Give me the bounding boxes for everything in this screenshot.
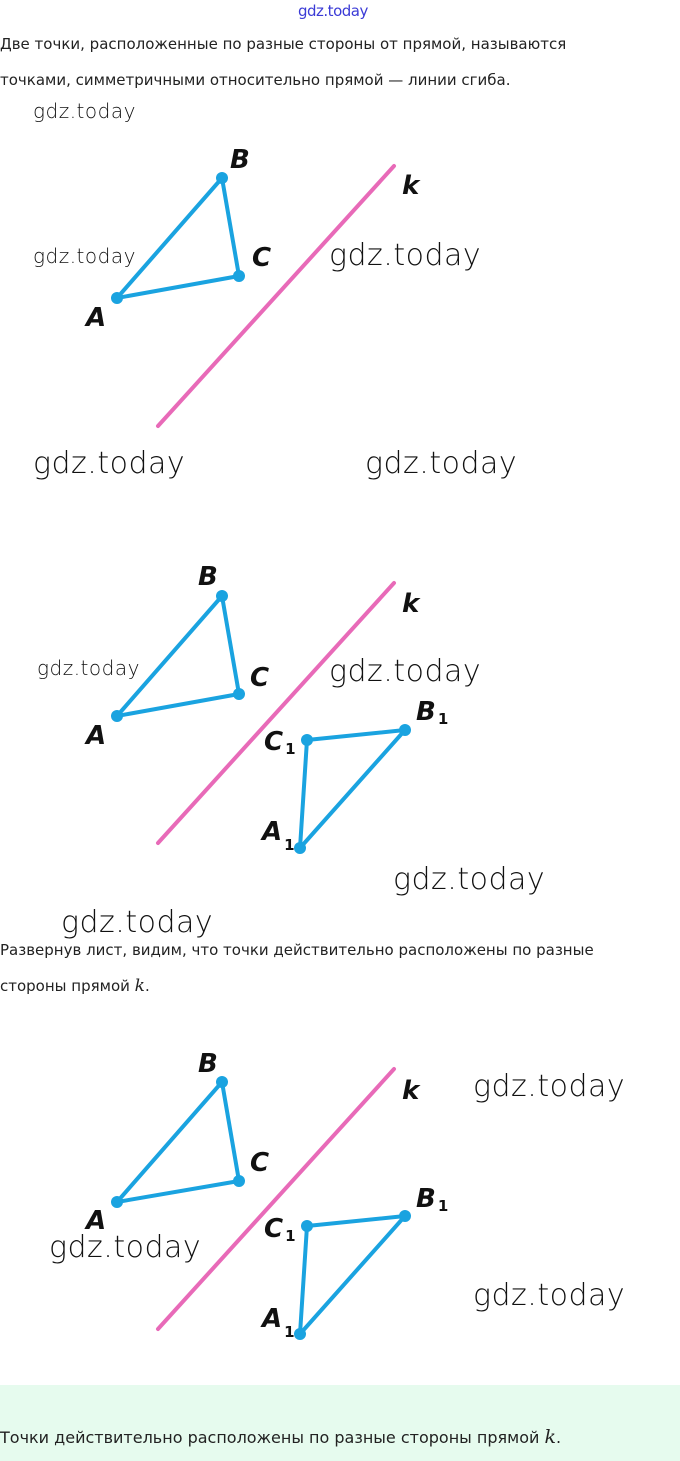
- intro-paragraph: [0, 26, 680, 98]
- middle-paragraph: [0, 932, 680, 1004]
- answer-text: Точки действительно расположены по разные стороны прямой k.: [0, 1426, 562, 1448]
- middle-line-2: стороны прямой k.: [0, 976, 150, 996]
- label-b: B: [198, 562, 218, 592]
- triangle-a1b1c1: [300, 730, 405, 848]
- point-c: [233, 1175, 245, 1187]
- triangle-abc: [117, 1082, 239, 1202]
- figure-1-triangle-and-line: [0, 130, 680, 470]
- watermark: gdz.today: [473, 1278, 626, 1313]
- label-b: B: [198, 1049, 218, 1079]
- point-a1: [294, 842, 306, 854]
- label-b1: B 1: [416, 1184, 449, 1215]
- watermark: gdz.today: [33, 244, 136, 268]
- watermark: gdz.today: [365, 446, 518, 481]
- watermark: gdz.today: [473, 1069, 626, 1104]
- label-a: A: [86, 721, 107, 751]
- watermark: gdz.today: [37, 656, 140, 680]
- line-k: [158, 583, 394, 843]
- point-c1: [301, 734, 313, 746]
- line-k: [158, 1069, 394, 1329]
- point-b: [216, 172, 228, 184]
- var-k: k: [134, 976, 145, 996]
- label-a: A: [86, 1206, 107, 1236]
- site-link[interactable]: gdz.today: [298, 2, 368, 20]
- label-c: C: [250, 663, 270, 693]
- watermark: gdz.today: [393, 862, 546, 897]
- middle-line-1: Развернув лист, видим, что точки действительно расположены по разные: [0, 941, 594, 959]
- intro-line-2: точками, симметричными относительно прямой — линии сгиба.: [0, 71, 511, 89]
- label-c1: C 1: [264, 1214, 296, 1245]
- label-b: B: [230, 145, 250, 175]
- watermark: gdz.today: [329, 238, 482, 273]
- point-a: [111, 710, 123, 722]
- label-c: C: [250, 1148, 270, 1178]
- label-c1: C 1: [264, 727, 296, 758]
- point-b1: [399, 1210, 411, 1222]
- point-a1: [294, 1328, 306, 1340]
- label-k: k: [402, 171, 420, 201]
- point-c: [233, 688, 245, 700]
- triangle-a1b1c1: [300, 1216, 405, 1334]
- label-a: A: [86, 303, 107, 333]
- intro-line-1: Две точки, расположенные по разные стороны от прямой, называются: [0, 35, 567, 53]
- var-k: k: [544, 1426, 556, 1448]
- point-b1: [399, 724, 411, 736]
- watermark: gdz.today: [49, 1230, 202, 1265]
- watermark: gdz.today: [329, 654, 482, 689]
- line-k: [158, 166, 394, 426]
- watermark: gdz.today: [33, 99, 136, 123]
- point-a: [111, 1196, 123, 1208]
- label-a1: A $_1$: [262, 817, 295, 854]
- answer-box: [0, 1385, 680, 1461]
- point-c: [233, 270, 245, 282]
- point-a: [111, 292, 123, 304]
- label-k: k: [402, 1076, 420, 1106]
- label-c: C: [252, 243, 272, 273]
- watermark: gdz.today: [33, 446, 186, 481]
- label-b1: B 1: [416, 697, 449, 728]
- figure-2-folded-triangles: [0, 560, 680, 860]
- watermark: gdz.today: [61, 905, 214, 940]
- label-k: k: [402, 589, 420, 619]
- label-a1: A $_1$: [262, 1304, 295, 1341]
- point-c1: [301, 1220, 313, 1232]
- triangle-abc: [117, 178, 239, 298]
